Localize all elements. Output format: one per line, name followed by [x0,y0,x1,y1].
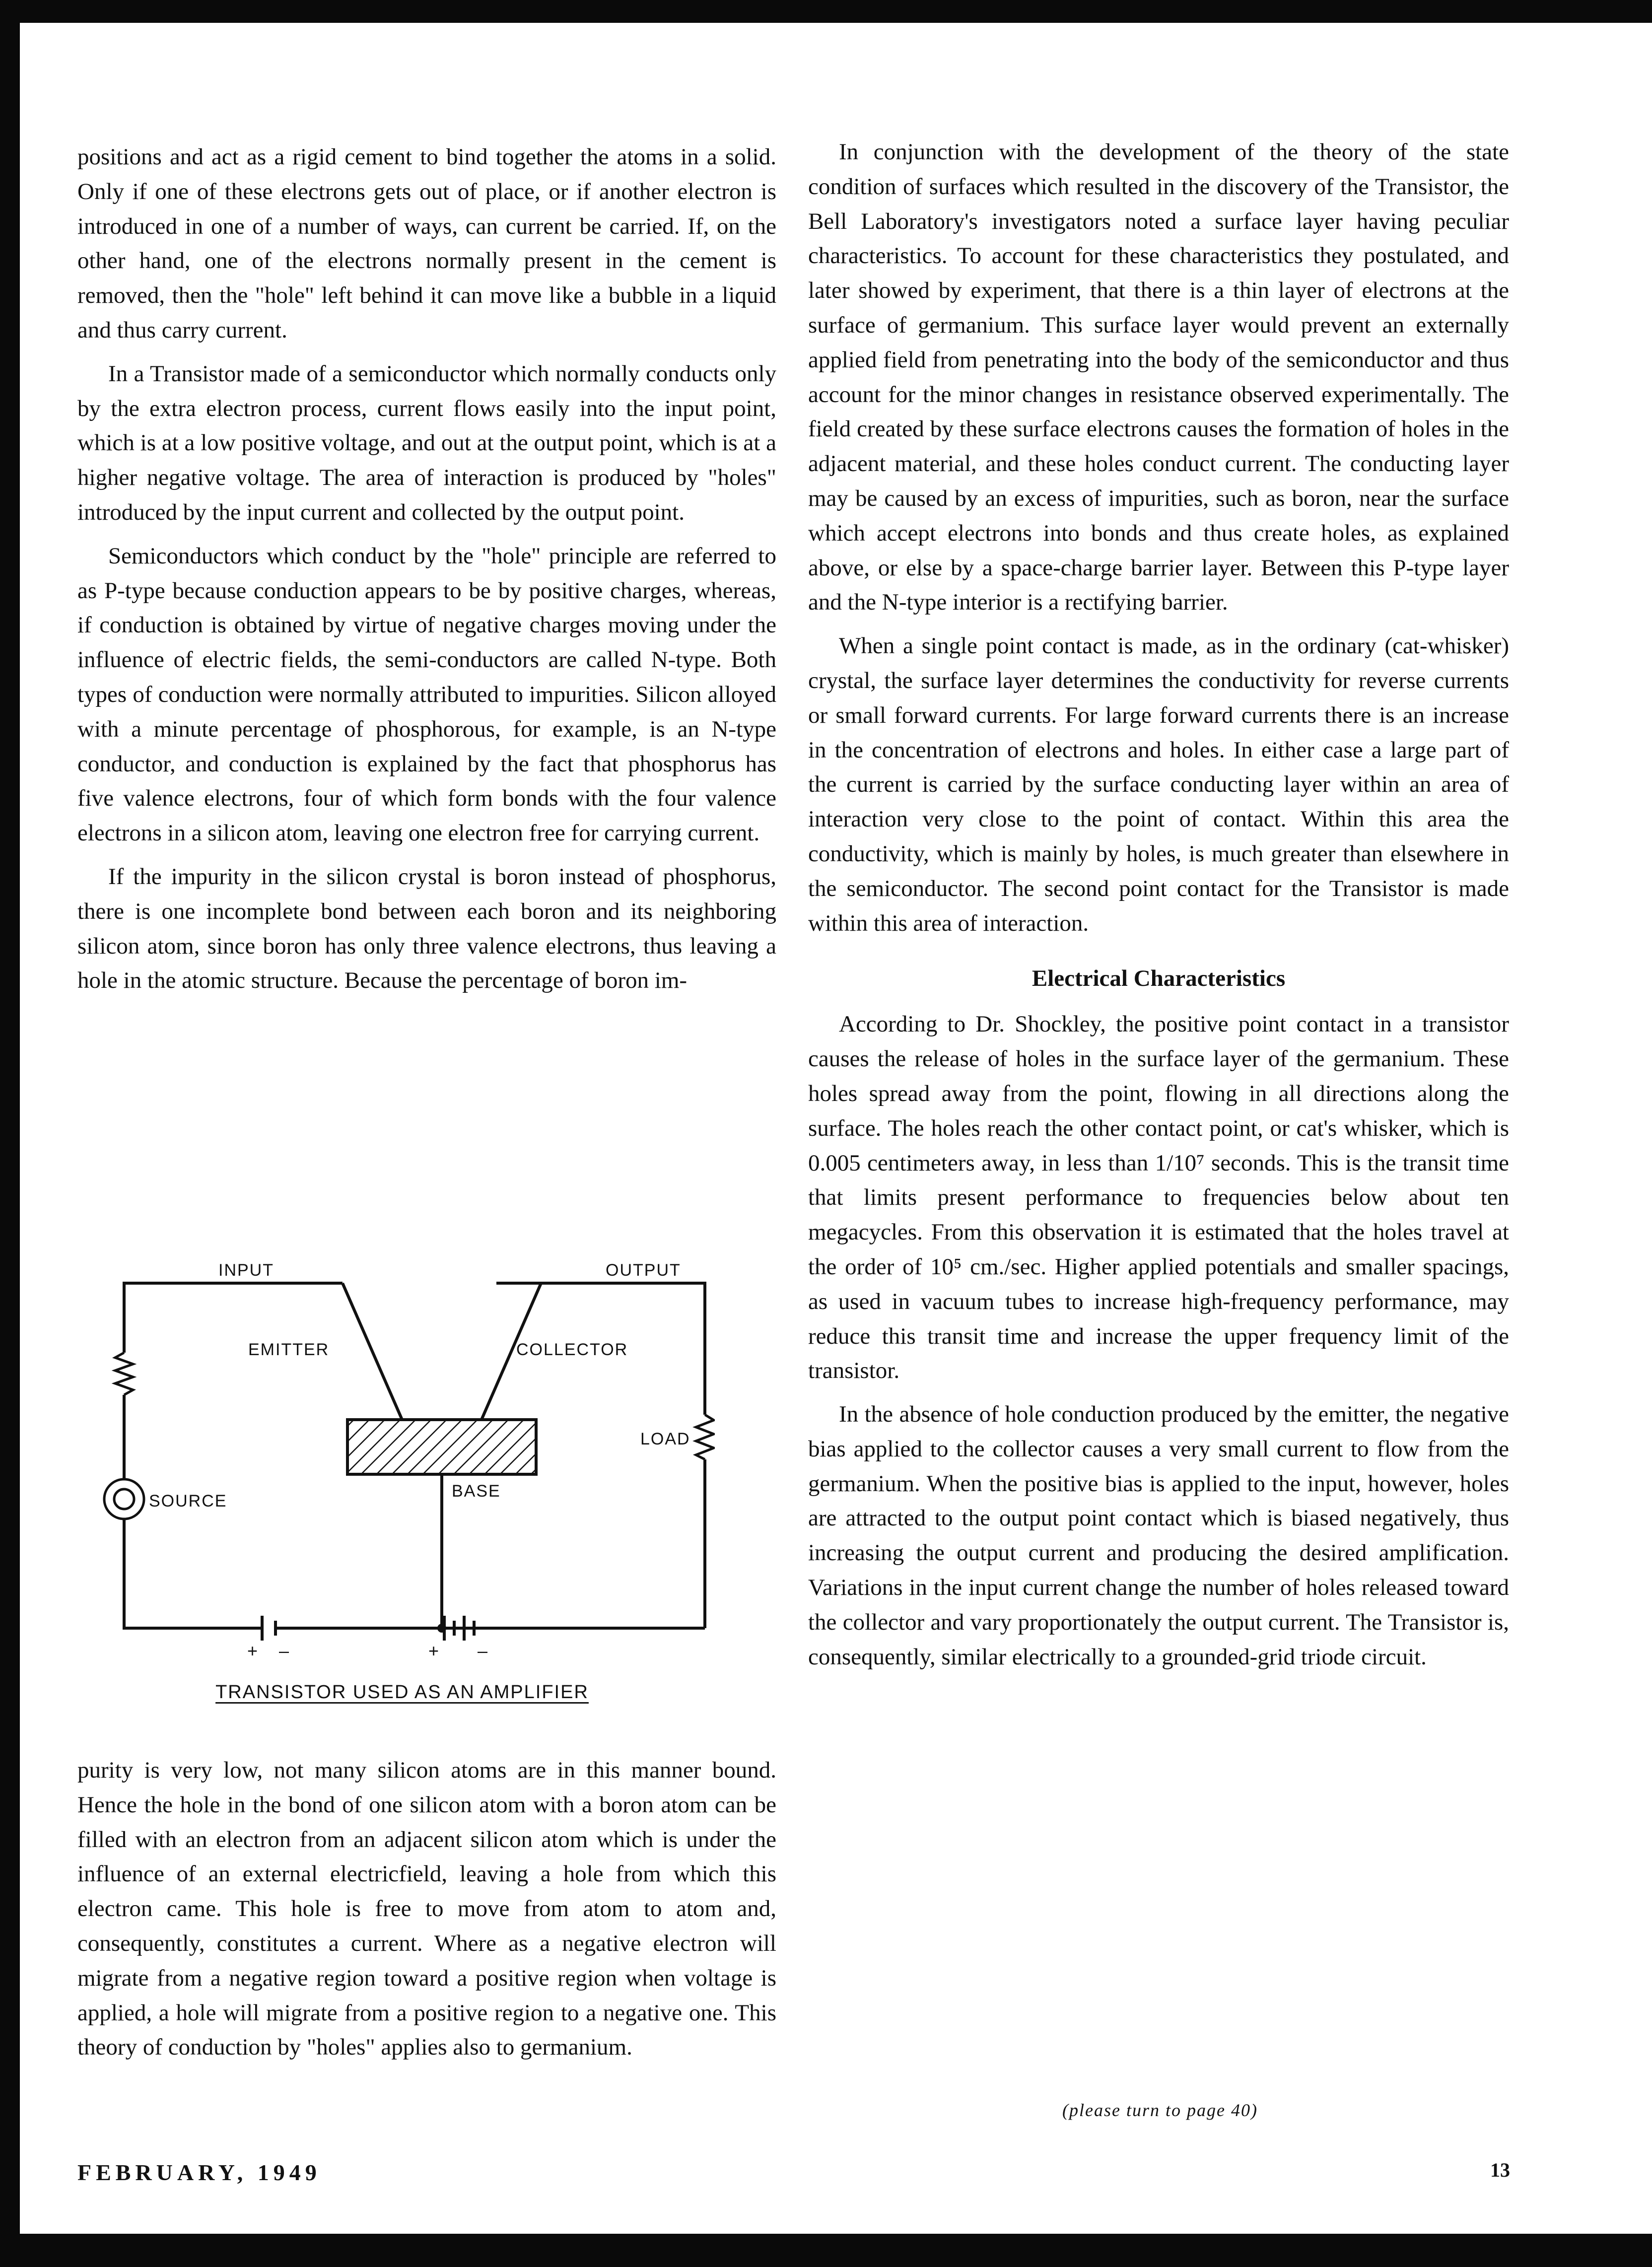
load-label: LOAD [640,1430,690,1448]
paragraph: If the impurity in the silicon crystal is boron instead of phosphorus, there is one incomplete bond between each boron and its neighboring silicon atom, since boron has only three valence electrons, thus leaving a hole in the atomic structure. Because the percentage of boron im- [77,863,776,994]
page-number: 13 [1490,2159,1510,2181]
paragraph: purity is very low, not many silicon atoms are in this manner bound. Hence the hole in the bond of one silicon atom with a boron atom can be filled with an electron from an adjacent silicon atom which is under the influence of an external electricfield, leaving a hole from which this electron came. This hole is free to move from atom to atom and, consequently, constitutes a current. Where as a negative electron will migrate from a negative region toward a positive region when voltage is applied, a hole will migrate from a positive region to a negative one. This theory of conduction by "holes" applies also to germanium. [77,1757,776,2061]
collector-label: COLLECTOR [516,1340,628,1359]
germanium-base-block [347,1420,536,1474]
transistor-amplifier-diagram [89,1251,715,1698]
section-heading: Electrical Characteristics [1032,965,1286,992]
left-column-top [77,140,776,998]
right-column [808,135,1509,1674]
continued-note: (please turn to page 40) [1062,2100,1258,2120]
battery-left-minus: – [279,1641,289,1661]
paragraph: In the absence of hole conduction produced by the emitter, the negative bias applied to the collector causes a very small current to flow from the germanium. When the positive bias is applied to the input, however, holes are attracted to the output point contact which is biased negatively, thus increasing the output current and producing the desired amplification. Variations in the input current change the number of holes released toward the collector and vary proportionately the output current. The Transistor is, consequently, similar electrically to a grounded-grid triode circuit. [808,1401,1509,1670]
battery-left-plus: + [247,1641,258,1661]
paragraph: positions and act as a rigid cement to bind together the atoms in a solid. Only if one of these electrons gets out of place, or if another electron is introduced in one of a number of ways, can current be carried. If, on the other hand, one of the electrons normally present in the cement is removed, then the "hole" left behind it can move like a bubble in a liquid and thus carry current. [77,144,776,343]
paragraph: Semiconductors which conduct by the "hole" principle are referred to as P-type because conduction appears to be by positive charges, whereas, if conduction is obtained by virtue of negative charges moving under the influence of electric fields, the semi-conductors are called N-type. Both types of conduction were normally attributed to impurities. Silicon alloyed with a minute percentage of phosphorous, for example, is an N-type conductor, and conduction is explained by the fact that phosphorus has five valence electrons, four of which form bonds with the four valence electrons in a silicon atom, leaving one electron free for carrying current. [77,543,776,846]
input-battery [262,1616,275,1641]
source-symbol [104,1479,144,1519]
paragraph: In conjunction with the development of the theory of the state condition of surfaces which resulted in the discovery of the Transistor, the Bell Laboratory's investigators noted a surface layer having peculiar characteristics. To account for these characteristics they postulated, and later showed by experiment, that there is a thin layer of electrons at the surface of germanium. This surface layer would prevent an externally applied field from penetrating into the body of the semiconductor and thus account for the minor changes in resistance observed experimentally. The field created by these surface electrons causes the formation of holes in the adjacent material, and these holes conduct current. The conducting layer may be caused by an excess of impurities, such as boron, near the surface which accept electrons into bonds and thus create holes, as explained above, or else by a space-charge barrier layer. Between this P-type layer and the N-type interior is a rectifying barrier. [808,139,1509,616]
page-border-left [0,0,20,2267]
paragraph: According to Dr. Shockley, the positive point contact in a transistor causes the release of holes in the surface layer of the germanium. These holes spread away from the point, flowing in all directions along the surface. The holes reach the other contact point, or cat's whisker, which is 0.005 centimeters away, in less than 1/10⁷ seconds. This is the transit time that limits present performance to frequencies below about ten megacycles. From this observation it is estimated that the holes travel at the order of 10⁵ cm./sec. Higher applied potentials and smaller spacings, as used in vacuum tubes to increase high-frequency performance, may reduce this transit time and increase the upper frequency limit of the transistor. [808,1011,1509,1384]
paragraph: In a Transistor made of a semiconductor which normally conducts only by the extra electron process, current flows easily into the input point, which is at a low positive voltage, and out at the output point, which is at a higher negative voltage. The area of interaction is produced by "holes" introduced by the input current and collected by the output point. [77,360,776,525]
battery-right-plus: + [428,1641,439,1661]
paragraph: When a single point contact is made, as in the ordinary (cat-whisker) crystal, the surface layer determines the conductivity for reverse currents or small forward currents. For large forward currents there is an increase in the concentration of electrons and holes. In either case a large part of the current is carried by the surface conducting layer within an area of interaction very close to the point of contact. Within this area the conductivity, which is mainly by holes, is much greater than elsewhere in the semiconductor. The second point contact for the Transistor is made within this area of interaction. [808,633,1509,936]
battery-right-minus: – [478,1641,488,1661]
source-label: SOURCE [149,1492,227,1511]
left-column-bottom [77,1753,776,2065]
load-resistor [696,1415,714,1459]
input-label: INPUT [218,1261,274,1280]
diagram-caption: TRANSISTOR USED AS AN AMPLIFIER [215,1682,589,1703]
base-label: BASE [452,1482,501,1501]
output-label: OUTPUT [606,1261,681,1280]
input-resistor [115,1353,133,1395]
page-border-bottom [0,2234,1652,2267]
page-border-top [0,0,1652,23]
footer-date: FEBRUARY, 1949 [77,2160,321,2185]
emitter-label: EMITTER [248,1340,330,1359]
